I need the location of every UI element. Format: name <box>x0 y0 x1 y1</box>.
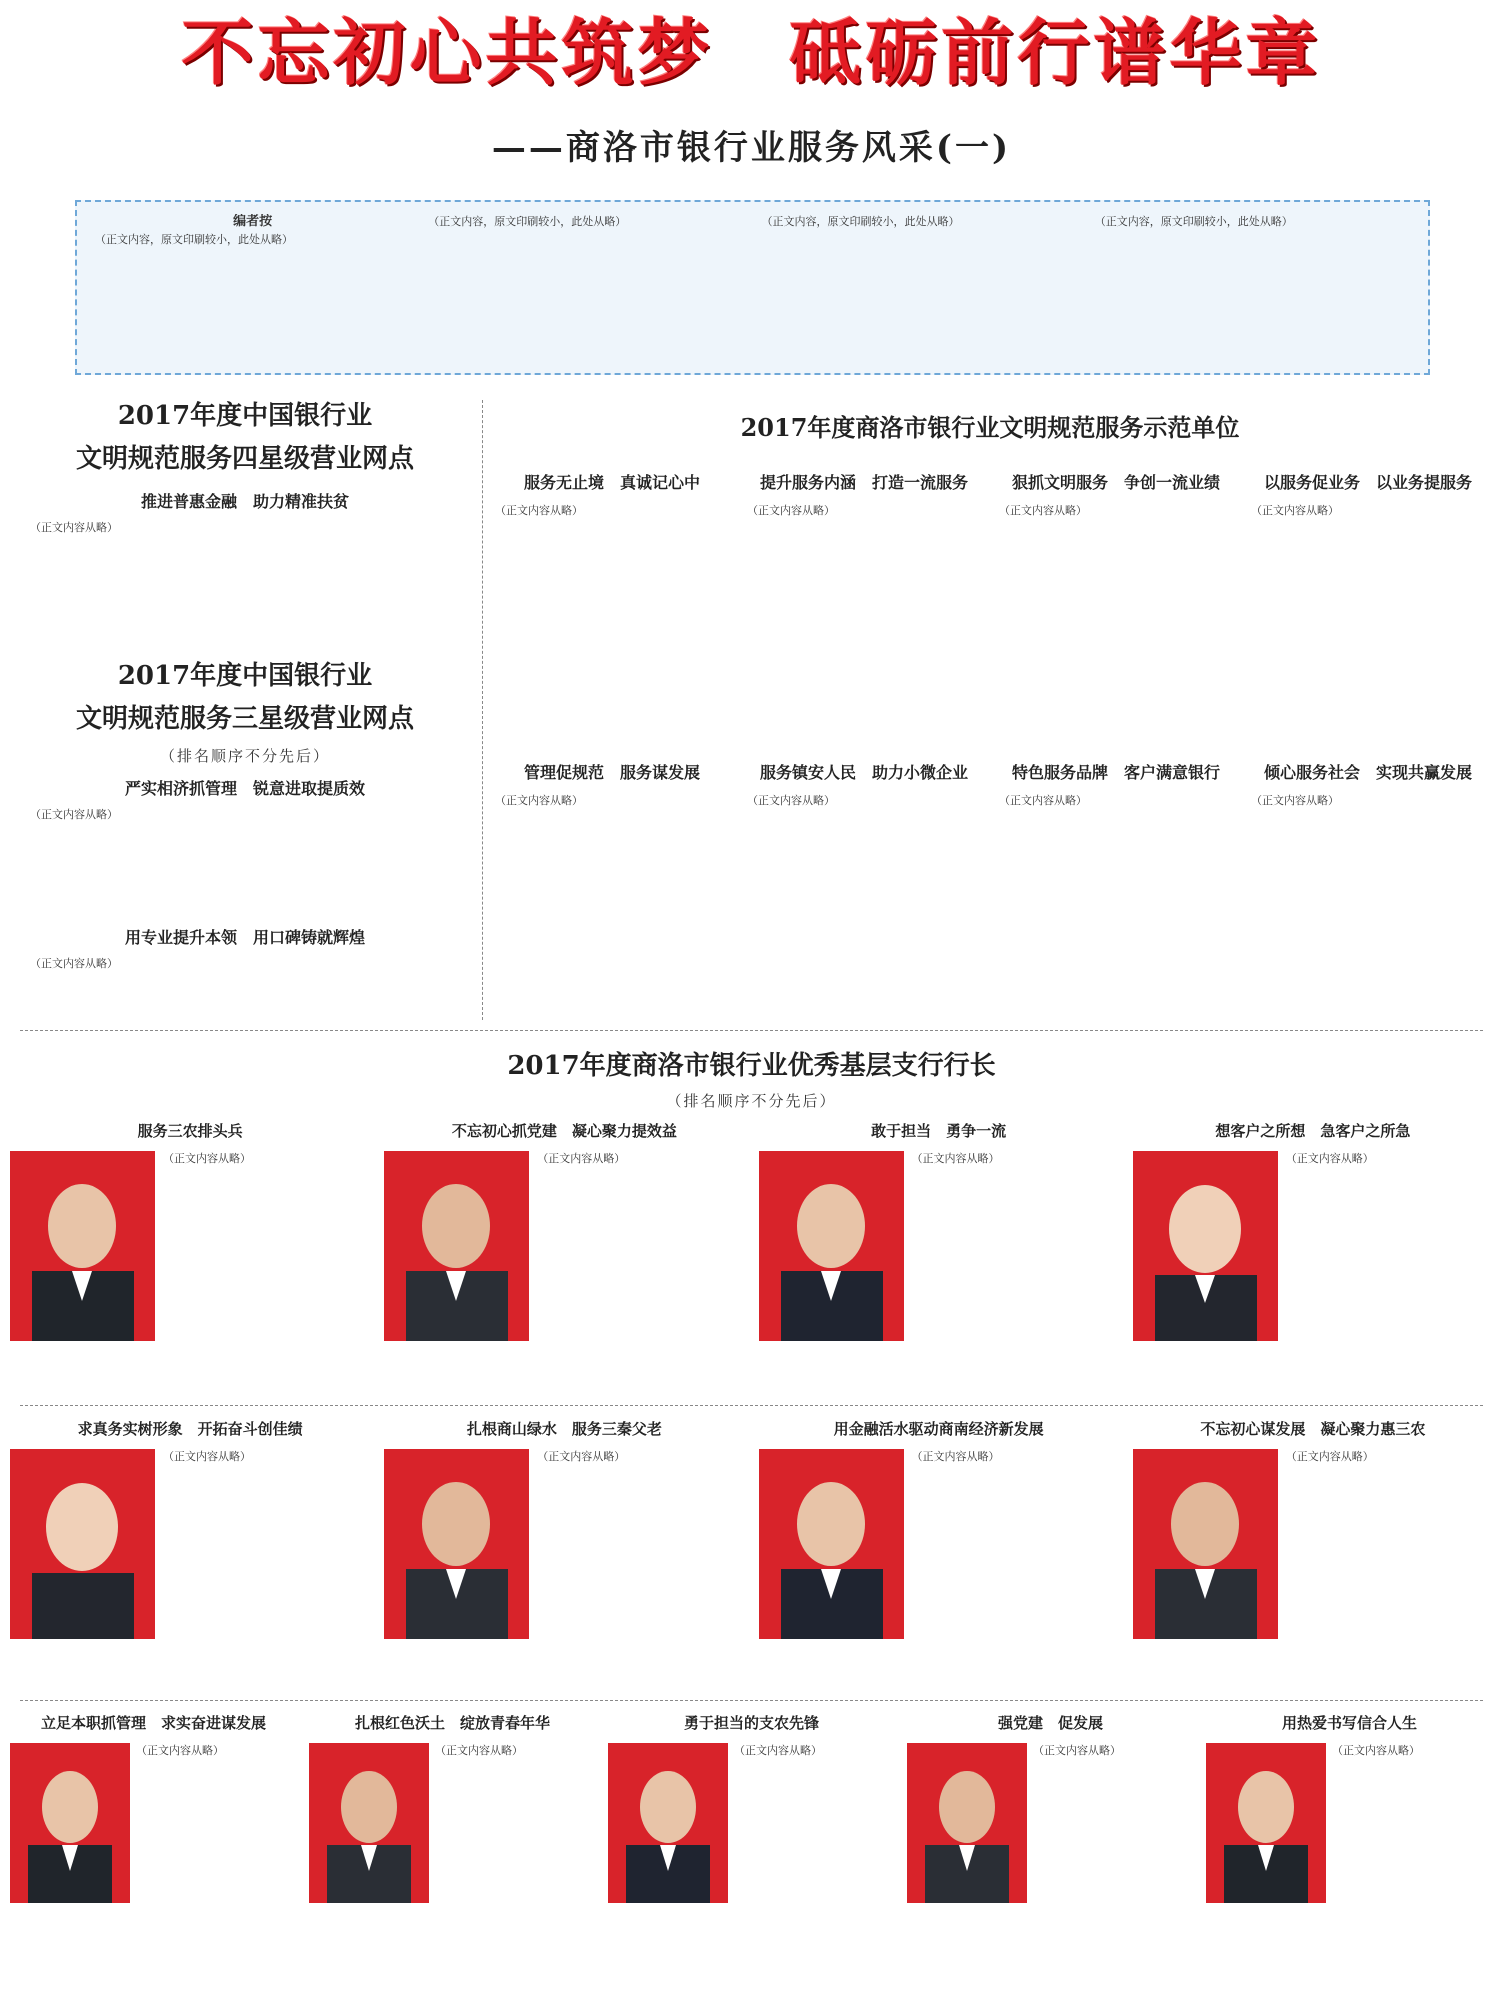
leader-card <box>1206 1712 1493 2003</box>
demo-unit <box>1251 470 1485 723</box>
portrait-photo <box>1133 1449 1278 1639</box>
portrait-photo <box>759 1151 904 1341</box>
leader-card <box>384 1120 744 1351</box>
portrait-photo <box>309 1743 429 1903</box>
leader-title: 求真务实树形象 开拓奋斗创佳绩 <box>77 1420 303 1438</box>
leader-title: 用热爱书写信合人生 <box>1281 1714 1417 1732</box>
demo-unit-body: （正文内容从略） <box>747 504 835 517</box>
leaders-row-3 <box>10 1712 1493 2003</box>
three-star-body-1: （正文内容从略） <box>30 808 118 821</box>
editor-note-col-1 <box>95 214 410 361</box>
editor-note-col-2: （正文内容，原文印刷较小，此处从略） <box>428 215 627 228</box>
column-divider <box>482 400 483 1020</box>
three-star-title-1: 2017年度中国银行业 <box>117 661 373 691</box>
leader-card <box>907 1712 1194 2003</box>
leader-body: （正文内容从略） <box>911 1450 1000 1463</box>
demo-unit-subhead: 服务镇安人民 助力小微企业 <box>759 763 968 782</box>
demo-unit <box>747 470 981 723</box>
demo-unit <box>999 470 1233 723</box>
demo-unit <box>747 760 981 1033</box>
leader-card <box>10 1712 297 2003</box>
leader-body: （正文内容从略） <box>136 1744 224 1757</box>
leader-body: （正文内容从略） <box>1285 1152 1374 1165</box>
four-star-title-1: 2017年度中国银行业 <box>117 401 373 431</box>
leader-body: （正文内容从略） <box>1332 1744 1420 1757</box>
demo-unit-subhead: 提升服务内涵 打造一流服务 <box>759 473 968 492</box>
leader-card <box>608 1712 895 2003</box>
banner-title: 不忘初心共筑梦 砥砺前行谱华章 <box>181 11 1322 95</box>
three-star-section <box>30 655 460 1056</box>
leaders-row-2 <box>10 1418 1493 1649</box>
leader-title: 想客户之所想 急客户之所急 <box>1215 1122 1411 1140</box>
portrait-photo <box>907 1743 1027 1903</box>
demo-unit-body: （正文内容从略） <box>747 794 835 807</box>
demo-unit-subhead: 服务无止境 真诚记心中 <box>523 473 700 492</box>
leader-card <box>384 1418 744 1649</box>
portrait-photo <box>10 1449 155 1639</box>
section-rule <box>20 1030 1483 1031</box>
leader-body: （正文内容从略） <box>163 1152 251 1165</box>
leader-body: （正文内容从略） <box>163 1450 251 1463</box>
leader-title: 敢于担当 勇争一流 <box>871 1122 1007 1140</box>
leader-body: （正文内容从略） <box>911 1152 1000 1165</box>
leader-title: 扎根红色沃土 绽放青春年华 <box>354 1714 550 1732</box>
leader-body: （正文内容从略） <box>1033 1744 1121 1757</box>
three-star-title-2: 文明规范服务三星级营业网点 <box>75 704 414 734</box>
four-star-title-2: 文明规范服务四星级营业网点 <box>75 444 414 474</box>
four-star-section <box>30 395 460 630</box>
editor-note-text: （正文内容，原文印刷较小，此处从略） <box>95 233 293 246</box>
demo-unit-body: （正文内容从略） <box>999 794 1087 807</box>
leader-body: （正文内容从略） <box>537 1450 626 1463</box>
demo-units-title: 2017年度商洛市银行业文明规范服务示范单位 <box>740 413 1240 442</box>
editor-note <box>75 200 1430 375</box>
leader-card <box>10 1120 370 1351</box>
leaders-title: 2017年度商洛市银行业优秀基层支行行长 <box>507 1051 996 1081</box>
portrait-photo <box>1206 1743 1326 1903</box>
section-rule <box>20 1405 1483 1406</box>
portrait-photo <box>10 1743 130 1903</box>
demo-unit-body: （正文内容从略） <box>495 504 583 517</box>
page-subtitle: ——商洛市银行业服务风采(一) <box>491 128 1012 168</box>
leader-title: 用金融活水驱动商南经济新发展 <box>833 1420 1044 1438</box>
demo-unit-body: （正文内容从略） <box>1251 504 1339 517</box>
editor-note-col-3: （正文内容，原文印刷较小，此处从略） <box>761 215 960 228</box>
portrait-photo <box>10 1151 155 1341</box>
leaders-note: （排名顺序不分先后） <box>666 1092 837 1110</box>
leader-body: （正文内容从略） <box>435 1744 523 1757</box>
demo-unit-subhead: 倾心服务社会 实现共赢发展 <box>1263 763 1472 782</box>
leader-card <box>759 1418 1119 1649</box>
four-star-subhead: 推进普惠金融 助力精准扶贫 <box>140 492 349 511</box>
leader-title: 扎根商山绿水 服务三秦父老 <box>466 1420 662 1438</box>
three-star-note: （排名顺序不分先后） <box>159 747 330 765</box>
three-star-subhead-2: 用专业提升本领 用口碑铸就辉煌 <box>124 928 365 947</box>
leader-title: 强党建 促发展 <box>997 1714 1103 1732</box>
demo-unit <box>495 760 729 1033</box>
portrait-photo <box>759 1449 904 1639</box>
portrait-photo <box>384 1449 529 1639</box>
leader-body: （正文内容从略） <box>1285 1450 1374 1463</box>
leader-card <box>759 1120 1119 1351</box>
leader-card <box>10 1418 370 1649</box>
section-rule <box>20 1700 1483 1701</box>
leader-body: （正文内容从略） <box>734 1744 822 1757</box>
editor-note-label: 编者按 <box>233 214 273 229</box>
leader-card <box>1133 1418 1493 1649</box>
demo-unit <box>1251 760 1485 1033</box>
demo-unit-body: （正文内容从略） <box>495 794 583 807</box>
portrait-photo <box>384 1151 529 1341</box>
three-star-body-2: （正文内容从略） <box>30 957 118 970</box>
demo-unit-subhead: 狠抓文明服务 争创一流业绩 <box>1011 473 1220 492</box>
leader-body: （正文内容从略） <box>537 1152 626 1165</box>
four-star-body: （正文内容从略） <box>30 521 118 534</box>
demo-units-row-1 <box>495 470 1485 723</box>
leader-title: 勇于担当的支农先锋 <box>683 1714 819 1732</box>
demo-unit-body: （正文内容从略） <box>1251 794 1339 807</box>
editor-note-col-4: （正文内容，原文印刷较小，此处从略） <box>1094 215 1293 228</box>
leader-card <box>1133 1120 1493 1351</box>
demo-unit-subhead: 特色服务品牌 客户满意银行 <box>1011 763 1220 782</box>
demo-unit-body: （正文内容从略） <box>999 504 1087 517</box>
portrait-photo <box>1133 1151 1278 1341</box>
demo-unit-subhead: 管理促规范 服务谋发展 <box>523 763 700 782</box>
leader-title: 立足本职抓管理 求实奋进谋发展 <box>40 1714 266 1732</box>
leader-card <box>309 1712 596 2003</box>
three-star-subhead-1: 严实相济抓管理 锐意进取提质效 <box>124 779 365 798</box>
demo-unit <box>999 760 1233 1033</box>
leader-title: 不忘初心抓党建 凝心聚力提效益 <box>451 1122 677 1140</box>
leader-title: 服务三农排头兵 <box>137 1122 243 1140</box>
demo-unit-subhead: 以服务促业务 以业务提服务 <box>1263 473 1472 492</box>
leaders-row-1 <box>10 1120 1493 1351</box>
demo-units-row-2 <box>495 760 1485 1033</box>
demo-unit <box>495 470 729 723</box>
portrait-photo <box>608 1743 728 1903</box>
leader-title: 不忘初心谋发展 凝心聚力惠三农 <box>1200 1420 1426 1438</box>
